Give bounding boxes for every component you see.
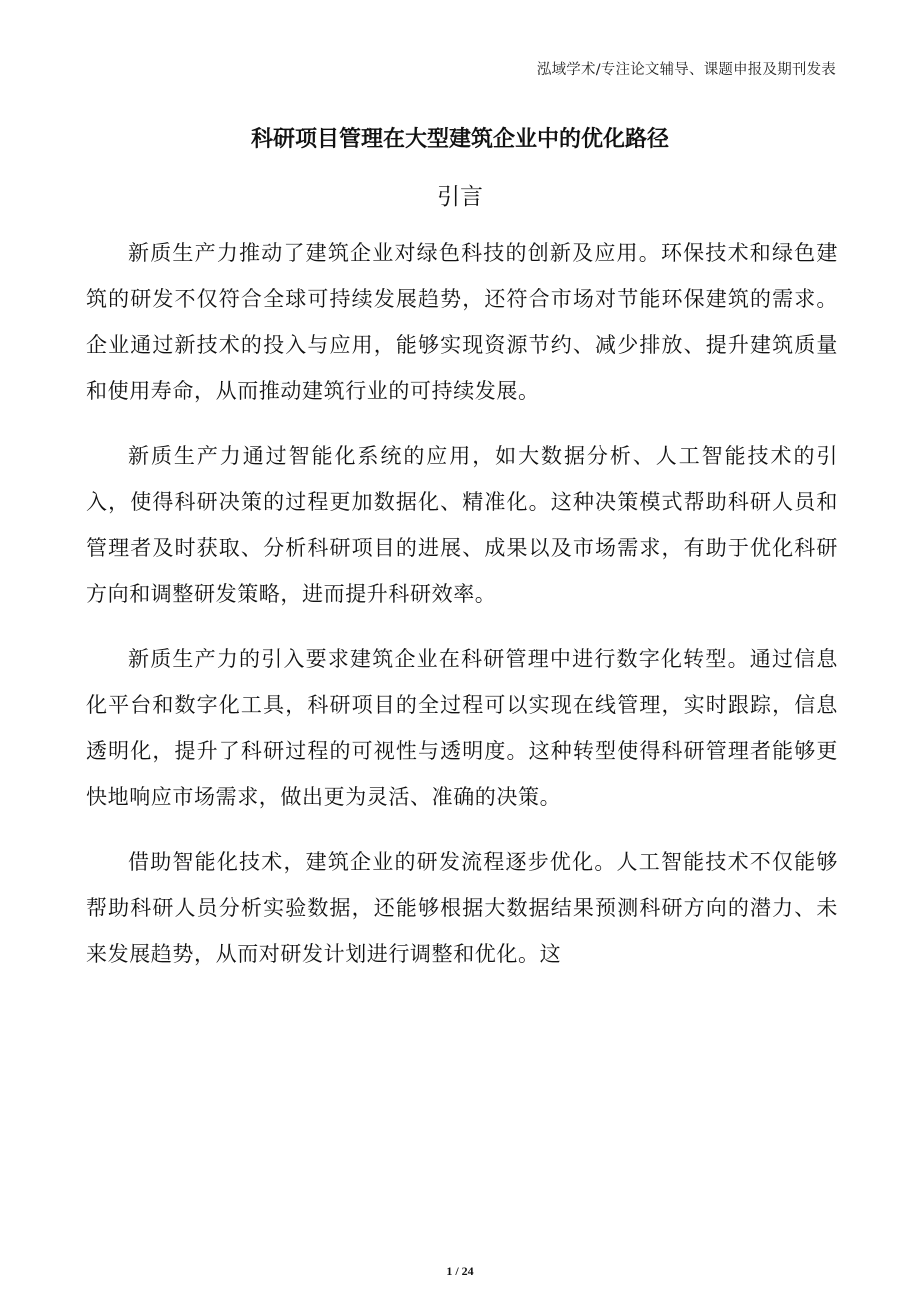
paragraph-1: 新质生产力推动了建筑企业对绿色科技的创新及应用。环保技术和绿色建筑的研发不仅符合全球可持续发展趋势，还符合市场对节能环保建筑的需求。企业通过新技术的投入与应用，能够实现资源节约、减少排放、提升建筑质量和使用寿命，从而推动建筑行业的可持续发展。 — [86, 241, 838, 403]
page-number: 1 / 24 — [446, 1264, 474, 1278]
paragraph-4: 借助智能化技术，建筑企业的研发流程逐步优化。人工智能技术不仅能够帮助科研人员分析实验数据，还能够根据大数据结果预测科研方向的潜力、未来发展趋势，从而对研发计划进行调整和优化。这 — [86, 850, 838, 966]
paragraph-3: 新质生产力的引入要求建筑企业在科研管理中进行数字化转型。通过信息化平台和数字化工具，科研项目的全过程可以实现在线管理，实时跟踪，信息透明化，提升了科研过程的可视性与透明度。这种转型使得科研管理者能够更快地响应市场需求，做出更为灵活、准确的决策。 — [86, 647, 838, 809]
header-note: 泓域学术/专注论文辅导、课题申报及期刊发表 — [536, 62, 836, 78]
section-heading-introduction: 引言 — [437, 184, 483, 210]
document-title: 科研项目管理在大型建筑企业中的优化路径 — [250, 127, 669, 152]
paragraph-2: 新质生产力通过智能化系统的应用，如大数据分析、人工智能技术的引入，使得科研决策的过程更加数据化、精准化。这种决策模式帮助科研人员和管理者及时获取、分析科研项目的进展、成果以及市场需求，有助于优化科研方向和调整研发策略，进而提升科研效率。 — [86, 444, 838, 606]
body-text — [86, 230, 838, 996]
